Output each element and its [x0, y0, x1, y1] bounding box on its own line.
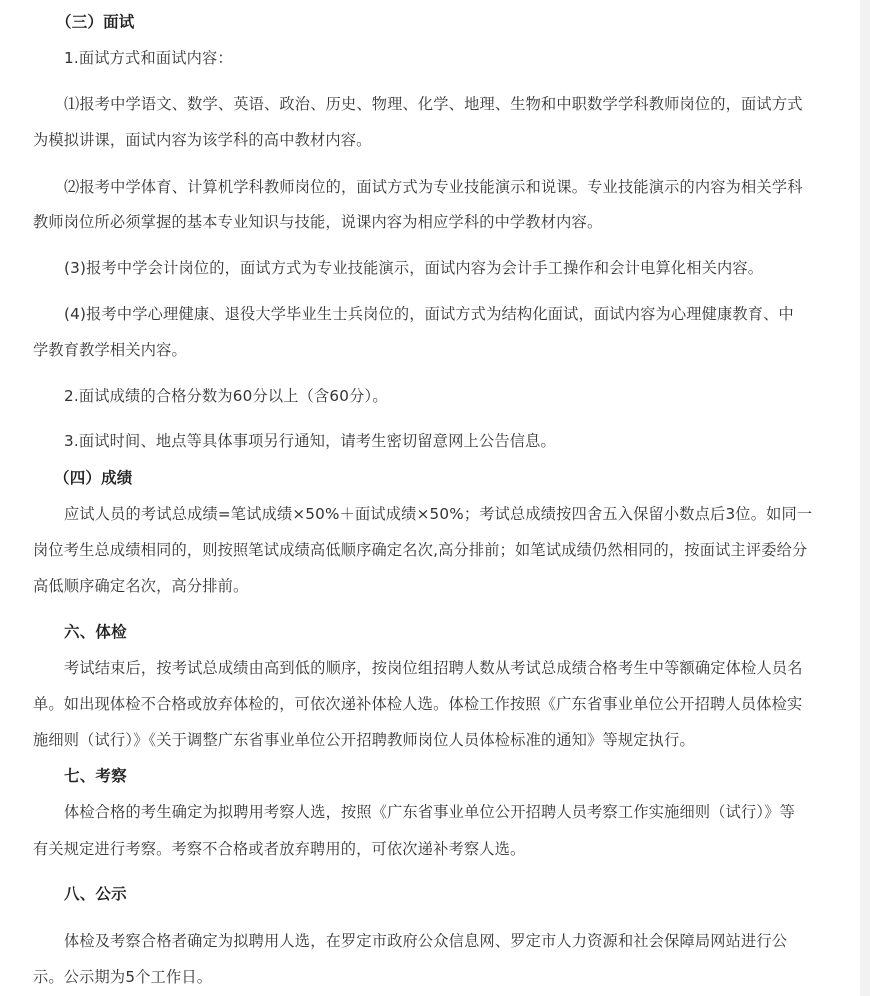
section-heading-scores: （四）成绩: [54, 469, 133, 487]
paragraph-line: 体检及考察合格者确定为拟聘用人选，在罗定市政府公众信息网、罗定市人力资源和社会保障局网站进行公: [64, 932, 788, 950]
scrollbar-track[interactable]: [860, 0, 870, 996]
paragraph-line: 2.面试成绩的合格分数为60分以上（含60分）。: [64, 387, 388, 405]
paragraph-line: 体检合格的考生确定为拟聘用考察人选，按照《广东省事业单位公开招聘人员考察工作实施细则（试行）》等: [64, 803, 795, 821]
paragraph-line: (4)报考中学心理健康、退役大学毕业生士兵岗位的，面试方式为结构化面试，面试内容为心理健康教育、中: [64, 305, 794, 323]
paragraph-line: 学教育教学相关内容。: [33, 341, 187, 359]
paragraph-line: 示。公示期为5个工作日。: [33, 968, 213, 986]
section-heading-publicity: 八、公示: [64, 885, 127, 903]
paragraph-line: 教师岗位所必须掌握的基本专业知识与技能，说课内容为相应学科的中学教材内容。: [33, 213, 603, 231]
paragraph-line: ⑵报考中学体育、计算机学科教师岗位的，面试方式为专业技能演示和说课。专业技能演示的内容为相关学科: [64, 178, 803, 196]
paragraph-line: 1.面试方式和面试内容：: [64, 49, 233, 67]
paragraph-line: (3)报考中学会计岗位的，面试方式为专业技能演示，面试内容为会计手工操作和会计电算化相关内容。: [64, 259, 764, 277]
paragraph-line: 单。如出现体检不合格或放弃体检的，可依次递补体检人选。体检工作按照《广东省事业单位公开招聘人员体检实: [33, 695, 803, 713]
section-heading-interview: （三）面试: [56, 13, 135, 31]
paragraph-line: 施细则（试行）》《关于调整广东省事业单位公开招聘教师岗位人员体检标准的通知》等规定执行。: [33, 731, 695, 749]
paragraph-line: 有关规定进行考察。考察不合格或者放弃聘用的，可依次递补考察人选。: [33, 840, 526, 858]
paragraph-line: 3.面试时间、地点等具体事项另行通知，请考生密切留意网上公告信息。: [64, 432, 556, 450]
paragraph-line: 为模拟讲课，面试内容为该学科的高中教材内容。: [33, 131, 372, 149]
section-heading-medical-exam: 六、体检: [64, 623, 127, 641]
section-heading-inspection: 七、考察: [64, 767, 127, 785]
paragraph-line: 岗位考生总成绩相同的，则按照笔试成绩高低顺序确定名次,高分排前；如笔试成绩仍然相同的，按面试主评委给分: [33, 541, 808, 559]
paragraph-line: 高低顺序确定名次，高分排前。: [33, 577, 249, 595]
paragraph-line: 应试人员的考试总成绩=笔试成绩×50%＋面试成绩×50%；考试总成绩按四舍五入保留小数点后3位。如同一: [64, 505, 813, 523]
paragraph-line: ⑴报考中学语文、数学、英语、政治、历史、物理、化学、地理、生物和中职数学学科教师岗位的，面试方式: [64, 95, 803, 113]
paragraph-line: 考试结束后，按考试总成绩由高到低的顺序，按岗位组招聘人数从考试总成绩合格考生中等额确定体检人员名: [64, 659, 803, 677]
